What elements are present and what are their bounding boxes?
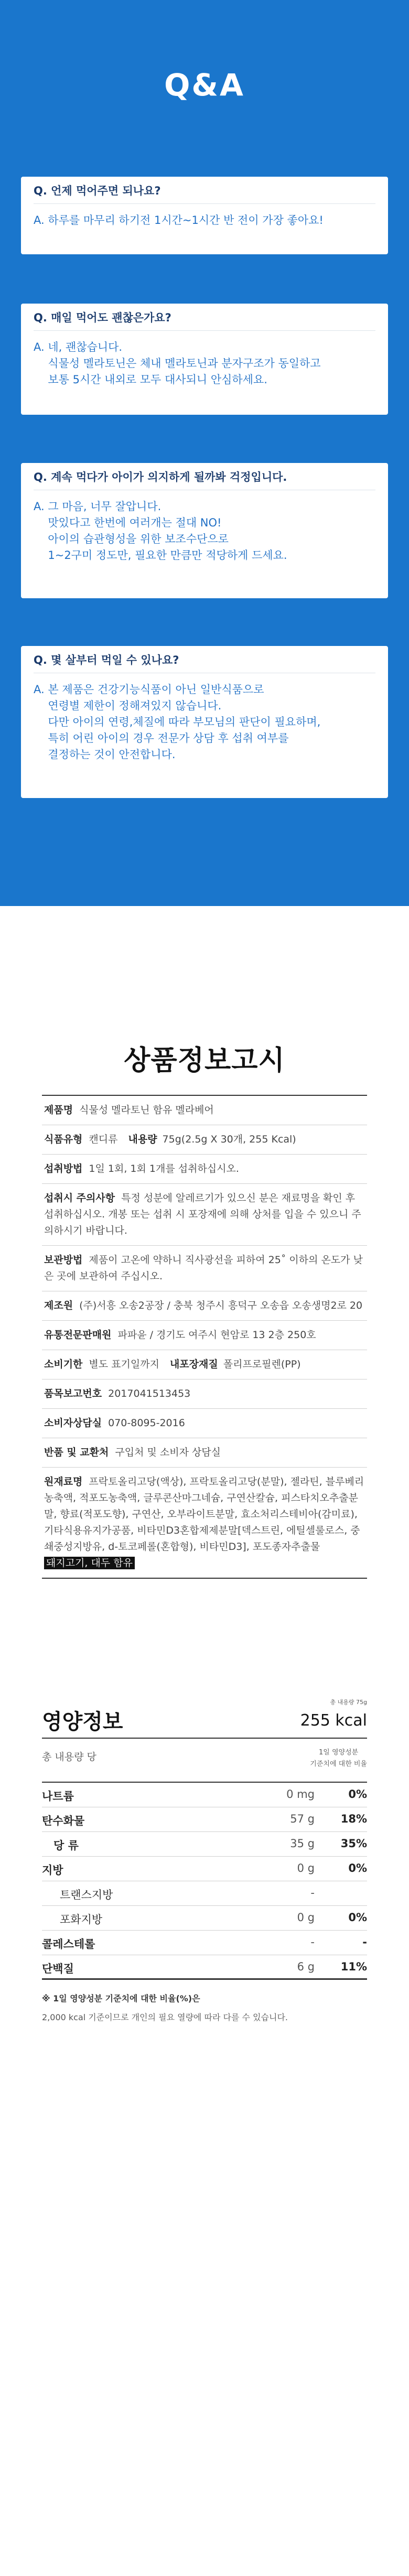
- info-value: 별도 표기일까지: [89, 1359, 159, 1370]
- qa-answer-line: 네, 괜찮습니다.: [48, 341, 123, 353]
- info-value: 파파윤 / 경기도 여주시 현암로 13 2층 250호: [117, 1329, 316, 1341]
- info-value: 2017041513453: [108, 1388, 191, 1399]
- info-row: [42, 1096, 367, 1125]
- nutrient-amount: 0 mg: [286, 1788, 315, 1801]
- info-row: [42, 1438, 367, 1468]
- info-key: 제품명: [44, 1104, 73, 1116]
- nutrient-percent: 0%: [348, 1788, 367, 1801]
- nutrient-amount: 0 g: [297, 1911, 315, 1924]
- nutrition-row: [42, 1931, 367, 1955]
- info-row: [42, 1184, 367, 1246]
- nutrition-row: [42, 1783, 367, 1807]
- qa-answer-line: 결정하는 것이 안전합니다.: [48, 748, 176, 761]
- nutrition-row: [42, 1857, 367, 1881]
- product-info-title: 상품정보고시: [124, 1045, 285, 1076]
- nutrition-per-label: 총 내용량 당: [42, 1751, 96, 1763]
- info-value: 특정 성분에 알레르기가 있으신 분은 재료명을 확인 후 섭취하십시오. 개봉 또는 섭취 시 포장재에 의해 상처를 입을 수 있으니 주의하시기 바랍니다.: [44, 1192, 361, 1236]
- nutrition-daily-label-2: 기준치에 대한 비율: [310, 1760, 367, 1768]
- info-row: [42, 1409, 367, 1438]
- nutrient-amount: -: [310, 1936, 315, 1948]
- qa-answer-prefix: A.: [34, 341, 48, 353]
- info-row: [42, 1291, 367, 1321]
- nutrient-name: 나트륨: [42, 1790, 74, 1803]
- nutrient-amount: -: [310, 1887, 315, 1899]
- info-key: 섭취시 주의사항: [44, 1192, 115, 1204]
- nutrient-amount: 6 g: [297, 1960, 315, 1973]
- info-key: 내용량: [128, 1134, 157, 1145]
- nutrient-name: 당 류: [53, 1839, 79, 1852]
- nutrition-note-text: 2,000 kcal 기준이므로 개인의 필요 열량에 따라 다를 수 있습니다.: [42, 2012, 288, 2022]
- spacer: [0, 906, 409, 1038]
- nutrition-total-label: 총 내용량 75g: [330, 1699, 367, 1706]
- nutrient-percent: 35%: [340, 1837, 367, 1850]
- info-key: 보관방법: [44, 1254, 83, 1266]
- nutrition-table: [42, 1694, 367, 2027]
- nutrient-amount: 35 g: [290, 1837, 315, 1850]
- nutrient-percent: 0%: [348, 1911, 367, 1924]
- info-key: 섭취방법: [44, 1163, 83, 1174]
- info-value: 캔디류: [89, 1134, 118, 1145]
- info-value: (주)서흥 오송2공장 / 충북 청주시 흥덕구 오송읍 오송생명2로 20: [79, 1300, 363, 1311]
- qa-card-3: [21, 463, 388, 598]
- qa-answer-line: 보통 5시간 내외로 모두 대사되니 안심하세요.: [48, 373, 267, 386]
- nutrient-percent: 11%: [340, 1960, 367, 1973]
- nutrition-row: [42, 1807, 367, 1832]
- nutrition-title: 영양정보: [42, 1710, 123, 1734]
- nutrition-daily-label-1: 1일 영양성분: [319, 1749, 359, 1756]
- nutrient-name: 단백질: [42, 1963, 74, 1975]
- info-key: 소비기한: [44, 1359, 83, 1370]
- allergen-highlight: 돼지고기, 대두 함유: [44, 1557, 135, 1569]
- info-row: [42, 1350, 367, 1379]
- qa-question: Q. 언제 먹어주면 되나요?: [34, 177, 375, 204]
- qa-question: Q. 매일 먹어도 괜찮은가요?: [34, 304, 375, 331]
- info-value: 폴리프로필렌(PP): [223, 1359, 301, 1370]
- nutrient-amount: 0 g: [297, 1862, 315, 1874]
- qa-card-4: [21, 646, 388, 798]
- qa-answer-line: 하루를 마무리 하기전 1시간~1시간 반 전이 가장 좋아요!: [48, 214, 324, 227]
- info-key: 원재료명: [44, 1476, 83, 1488]
- info-row: [42, 1379, 367, 1409]
- nutrient-name: 트랜스지방: [60, 1889, 113, 1901]
- nutrition-kcal: 255 kcal: [300, 1711, 367, 1730]
- info-row: [42, 1155, 367, 1184]
- nutrient-name: 지방: [42, 1864, 63, 1877]
- qa-title: Q&A: [164, 67, 245, 103]
- qa-answer-line: 다만 아이의 연령,체질에 따라 부모님의 판단이 필요하며,: [48, 716, 321, 728]
- info-value: 제품이 고온에 약하니 직사광선을 피하여 25˚ 이하의 온도가 낮은 곳에 보관하여 주십시오.: [44, 1254, 363, 1282]
- info-value: 구입처 및 소비자 상담실: [115, 1447, 221, 1458]
- qa-answer-line: 아이의 습관형성을 위한 보조수단으로: [48, 533, 229, 545]
- qa-question: Q. 계속 먹다가 아이가 의지하게 될까봐 걱정입니다.: [34, 463, 375, 490]
- info-value: 1일 1회, 1회 1개를 섭취하십시오.: [89, 1163, 239, 1174]
- info-row: [42, 1468, 367, 1578]
- nutrition-row: [42, 1906, 367, 1931]
- qa-answer-line: 1~2구미 정도만, 필요한 만큼만 적당하게 드세요.: [48, 549, 287, 562]
- info-key: 소비자상담실: [44, 1417, 102, 1429]
- qa-answer-line: 특히 어린 아이의 경우 전문가 상담 후 섭취 여부를: [48, 732, 289, 745]
- product-info-table: [42, 1095, 367, 1579]
- nutrient-name: 포화지방: [60, 1913, 103, 1926]
- spacer: [0, 1569, 409, 1694]
- qa-card-2: [21, 304, 388, 415]
- info-key: 제조원: [44, 1300, 73, 1311]
- info-key: 품목보고번호: [44, 1388, 102, 1399]
- nutrition-row: [42, 1832, 367, 1857]
- product-info-section: [0, 1038, 409, 1569]
- qa-answer-line: 연령별 제한이 정해져있지 않습니다.: [48, 699, 222, 712]
- qa-answer-prefix: A.: [34, 500, 48, 513]
- nutrition-daily-label: [310, 1747, 367, 1770]
- qa-section: [0, 0, 409, 906]
- info-value: 식물성 멜라토닌 함유 멜라베어: [79, 1104, 214, 1116]
- info-row: [42, 1321, 367, 1350]
- info-key: 내포장재질: [169, 1359, 218, 1370]
- qa-answer-line: 본 제품은 건강기능식품이 아닌 일반식품으로: [48, 683, 264, 696]
- nutrition-row: [42, 1881, 367, 1906]
- nutrient-percent: 18%: [340, 1813, 367, 1825]
- info-key: 식품유형: [44, 1134, 83, 1145]
- qa-answer: [34, 339, 375, 388]
- qa-answer-line: 맛있다고 한번에 여러개는 절대 NO!: [48, 516, 222, 529]
- nutrition-note-bold: ※ 1일 영양성분 기준치에 대한 비율(%)은: [42, 1993, 200, 2003]
- info-row: [42, 1246, 367, 1291]
- qa-answer: [34, 682, 375, 763]
- info-value: 75g(2.5g X 30개, 255 Kcal): [162, 1134, 296, 1145]
- info-key: 유통전문판매원: [44, 1329, 112, 1341]
- qa-answer-prefix: A.: [34, 214, 48, 227]
- info-value: 070-8095-2016: [108, 1417, 185, 1429]
- nutrition-note: [42, 1989, 367, 2027]
- qa-answer: [34, 499, 375, 564]
- nutrition-header: [42, 1694, 367, 1739]
- nutrient-name: 콜레스테롤: [42, 1938, 95, 1950]
- qa-question: Q. 몇 살부터 먹일 수 있나요?: [34, 646, 375, 673]
- qa-answer-prefix: A.: [34, 683, 48, 696]
- info-row: [42, 1125, 367, 1155]
- qa-answer: [34, 212, 375, 229]
- nutrition-section: [0, 1694, 409, 2576]
- nutrient-percent: 0%: [348, 1862, 367, 1874]
- nutrition-row: [42, 1955, 367, 1980]
- qa-answer-line: 그 마음, 너무 잘압니다.: [48, 500, 162, 513]
- nutrient-percent: -: [362, 1936, 367, 1948]
- qa-answer-line: 식물성 멜라토닌은 체내 멜라토닌과 분자구조가 동일하고: [48, 357, 321, 370]
- info-key: 반품 및 교환처: [44, 1447, 109, 1458]
- nutrient-amount: 57 g: [290, 1813, 315, 1825]
- qa-card-1: [21, 177, 388, 254]
- nutrition-subheader: [42, 1739, 367, 1783]
- info-value: 프락토올리고당(액상), 프락토올리고당(분말), 젤라틴, 블루베리농축액, 적포도농축액, 글루콘산마그네슘, 구연산칼슘, 피스타치오추출분말, 향료(적포도향), 구연산, 오부라이트분말, 효소처리스테비아(감미료), 기타식용유지가공품, 비타민D3혼합제제분말[덱스트린, 에틸셀룰로스, 중쇄중성지방유, d-토코페롤(혼합형), 비타민D3], 포도종자추출물: [44, 1476, 364, 1553]
- nutrient-name: 탄수화물: [42, 1815, 85, 1827]
